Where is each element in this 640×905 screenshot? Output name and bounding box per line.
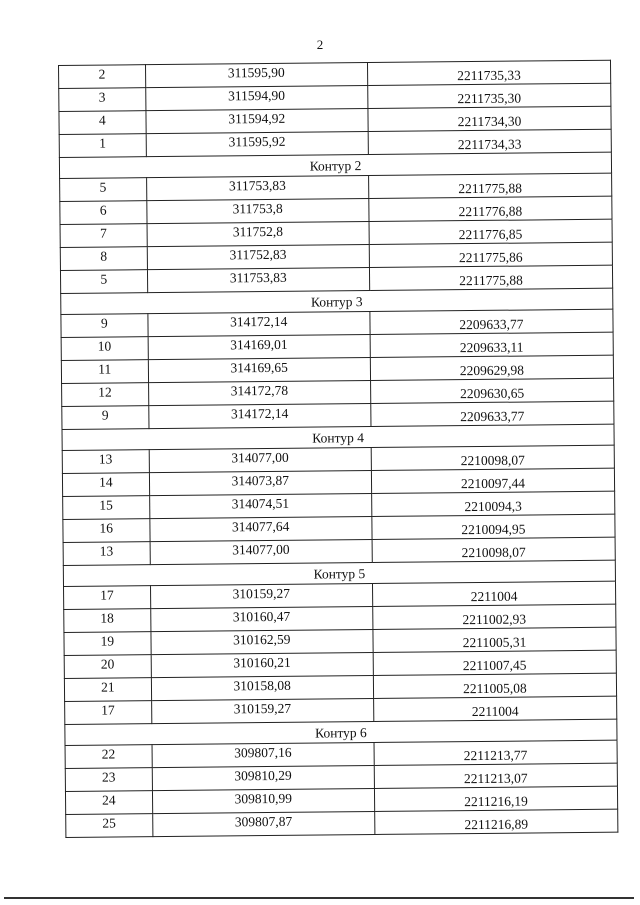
point-number: 5: [60, 178, 147, 202]
y-coordinate: 2211216,89: [375, 809, 618, 834]
y-coordinate: 2209633,77: [370, 309, 613, 334]
x-coordinate: 309810,29: [152, 765, 374, 790]
y-coordinate: 2211734,30: [368, 106, 611, 131]
point-number: 6: [60, 201, 147, 225]
coordinates-table-body: [59, 60, 618, 837]
y-coordinate: 2210097,44: [371, 468, 614, 493]
x-coordinate: 310160,47: [150, 607, 372, 632]
point-number: 4: [59, 111, 146, 135]
contour-heading: Контур 6: [65, 719, 617, 745]
y-coordinate: 2209629,98: [370, 355, 613, 380]
y-coordinate: 2211776,88: [369, 196, 612, 221]
y-coordinate: 2211213,07: [374, 763, 617, 788]
point-number: 20: [64, 655, 151, 679]
point-number: 14: [62, 473, 149, 497]
point-number: 7: [60, 224, 147, 248]
y-coordinate: 2211004: [372, 581, 615, 606]
point-number: 15: [63, 496, 150, 520]
x-coordinate: 314172,14: [148, 312, 370, 337]
y-coordinate: 2211735,33: [367, 60, 610, 85]
contour-heading: Контур 2: [59, 152, 611, 178]
contour-heading: Контур 3: [61, 288, 613, 314]
x-coordinate: 311595,90: [145, 63, 367, 88]
y-coordinate: 2210094,3: [371, 491, 614, 516]
y-coordinate: 2211735,30: [368, 83, 611, 108]
x-coordinate: 314077,00: [149, 448, 371, 473]
y-coordinate: 2211775,88: [368, 173, 611, 198]
x-coordinate: 314172,14: [148, 404, 370, 429]
point-number: 5: [60, 270, 147, 294]
x-coordinate: 310159,27: [150, 584, 372, 609]
x-coordinate: 314172,78: [148, 381, 370, 406]
y-coordinate: 2211734,33: [368, 129, 611, 154]
page-number: 2: [316, 37, 324, 52]
x-coordinate: 311753,83: [147, 268, 369, 293]
x-coordinate: 311752,83: [147, 245, 369, 270]
y-coordinate: 2210098,07: [372, 537, 615, 562]
point-number: 9: [62, 406, 149, 430]
coordinates-table: [58, 60, 618, 838]
y-coordinate: 2211775,86: [369, 242, 612, 267]
point-number: 22: [65, 745, 152, 769]
x-coordinate: 314169,01: [148, 335, 370, 360]
y-coordinate: 2211775,88: [369, 265, 612, 290]
point-number: 25: [66, 814, 153, 838]
x-coordinate: 314073,87: [149, 471, 371, 496]
x-coordinate: 310159,27: [151, 699, 373, 724]
x-coordinate: 311753,83: [146, 176, 368, 201]
contour-heading: Контур 4: [62, 424, 614, 450]
point-number: 12: [62, 383, 149, 407]
x-coordinate: 311594,92: [146, 109, 368, 134]
point-number: 23: [65, 768, 152, 792]
point-number: 1: [59, 134, 146, 158]
point-number: 13: [62, 450, 149, 474]
x-coordinate: 311753,8: [146, 199, 368, 224]
x-coordinate: 309810,99: [152, 788, 374, 813]
point-number: 9: [61, 314, 148, 338]
x-coordinate: 310158,08: [151, 676, 373, 701]
x-coordinate: 309807,16: [152, 742, 374, 767]
y-coordinate: 2209630,65: [370, 378, 613, 403]
x-coordinate: 314077,64: [149, 517, 371, 542]
y-coordinate: 2209633,11: [370, 332, 613, 357]
point-number: 16: [63, 519, 150, 543]
y-coordinate: 2211216,19: [374, 786, 617, 811]
point-number: 11: [61, 360, 148, 384]
x-coordinate: 314074,51: [149, 494, 371, 519]
contour-heading: Контур 5: [63, 560, 615, 586]
x-coordinate: 310160,21: [151, 653, 373, 678]
point-number: 13: [63, 542, 150, 566]
y-coordinate: 2210094,95: [372, 514, 615, 539]
point-number: 18: [64, 609, 151, 633]
y-coordinate: 2209633,77: [371, 401, 614, 426]
y-coordinate: 2211004: [373, 696, 616, 721]
x-coordinate: 310162,59: [151, 630, 373, 655]
y-coordinate: 2211005,08: [373, 673, 616, 698]
point-number: 8: [60, 247, 147, 271]
x-coordinate: 309807,87: [152, 811, 374, 836]
x-coordinate: 311595,92: [146, 132, 368, 157]
point-number: 10: [61, 337, 148, 361]
scan-edge-line: [4, 897, 634, 899]
point-number: 3: [59, 88, 146, 112]
y-coordinate: 2211213,77: [374, 740, 617, 765]
x-coordinate: 314077,00: [150, 540, 372, 565]
x-coordinate: 311594,90: [145, 86, 367, 111]
point-number: 17: [64, 586, 151, 610]
point-number: 19: [64, 632, 151, 656]
x-coordinate: 311752,8: [147, 222, 369, 247]
y-coordinate: 2211002,93: [373, 604, 616, 629]
y-coordinate: 2211776,85: [369, 219, 612, 244]
point-number: 24: [65, 791, 152, 815]
table-row: [66, 809, 618, 837]
point-number: 17: [65, 701, 152, 725]
y-coordinate: 2211005,31: [373, 627, 616, 652]
point-number: 21: [64, 678, 151, 702]
x-coordinate: 314169,65: [148, 358, 370, 383]
y-coordinate: 2211007,45: [373, 650, 616, 675]
point-number: 2: [59, 65, 146, 89]
y-coordinate: 2210098,07: [371, 445, 614, 470]
